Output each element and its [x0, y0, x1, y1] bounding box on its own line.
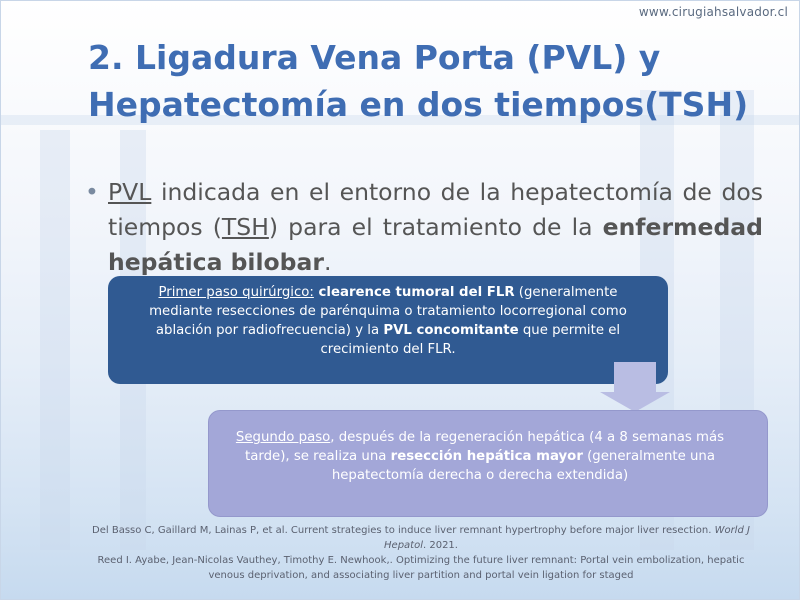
reference-1 — [90, 523, 752, 553]
bullet-marker: • — [85, 178, 99, 206]
bullet-text-b: ) para el tratamiento de la — [268, 213, 603, 241]
step-one-text-1: (generalmente mediante resecciones de parénquima o tratamiento locorregional como ablación por radiofrecuencia) y la — [149, 285, 627, 338]
references — [90, 523, 752, 583]
bullet-end: . — [323, 248, 332, 276]
step-one-strong-2: PVL concomitante — [383, 323, 519, 338]
pvl-abbrev: PVL — [108, 178, 152, 206]
reference-1-text: Del Basso C, Gaillard M, Lainas P, et al. Current strategies to induce liver remnant hypertrophy before major liver resection. — [92, 525, 715, 536]
bullet-text-a: indicada en el entorno de la hepatectomía de dos tiempos ( — [108, 178, 763, 241]
step-one-heading: Primer paso quirúrgico: — [158, 285, 314, 300]
step-one-box — [108, 276, 668, 384]
title-line-1: 2. Ligadura Vena Porta (PVL) y — [88, 38, 661, 77]
step-two-text-2: (generalmente una hepatectomía derecha o derecha extendida) — [331, 449, 716, 483]
step-one-text-2: que permite el crecimiento del FLR. — [320, 323, 621, 357]
reference-1-journal: World J Hepatol — [384, 525, 750, 551]
reference-1-year: . 2021. — [422, 540, 458, 551]
bullet-text — [108, 175, 763, 280]
down-arrow-icon — [600, 362, 670, 412]
step-one-strong-1: clearence tumoral del FLR — [313, 285, 515, 300]
step-two-box — [208, 410, 768, 517]
site-url: www.cirugiahsalvador.cl — [638, 5, 788, 19]
slide-title — [88, 34, 778, 128]
bullet-strong: enfermedad hepática bilobar — [108, 213, 763, 276]
tsh-abbrev: TSH — [221, 213, 269, 241]
step-two-heading: Segundo paso — [235, 430, 331, 445]
bullet-point — [85, 175, 763, 280]
step-two-strong: resección hepática mayor — [390, 449, 583, 464]
step-two-text-1: , después de la regeneración hepática (4 a 8 semanas más tarde), se realiza una — [244, 430, 725, 464]
reference-2: Reed I. Ayabe, Jean-Nicolas Vauthey, Timothy E. Newhook,. Optimizing the future liver remnant: Portal vein embolization, hepatic venous deprivation, and associating liver partition and portal vein ligation for staged — [97, 555, 745, 581]
title-line-2: Hepatectomía en dos tiempos(TSH) — [88, 85, 749, 124]
